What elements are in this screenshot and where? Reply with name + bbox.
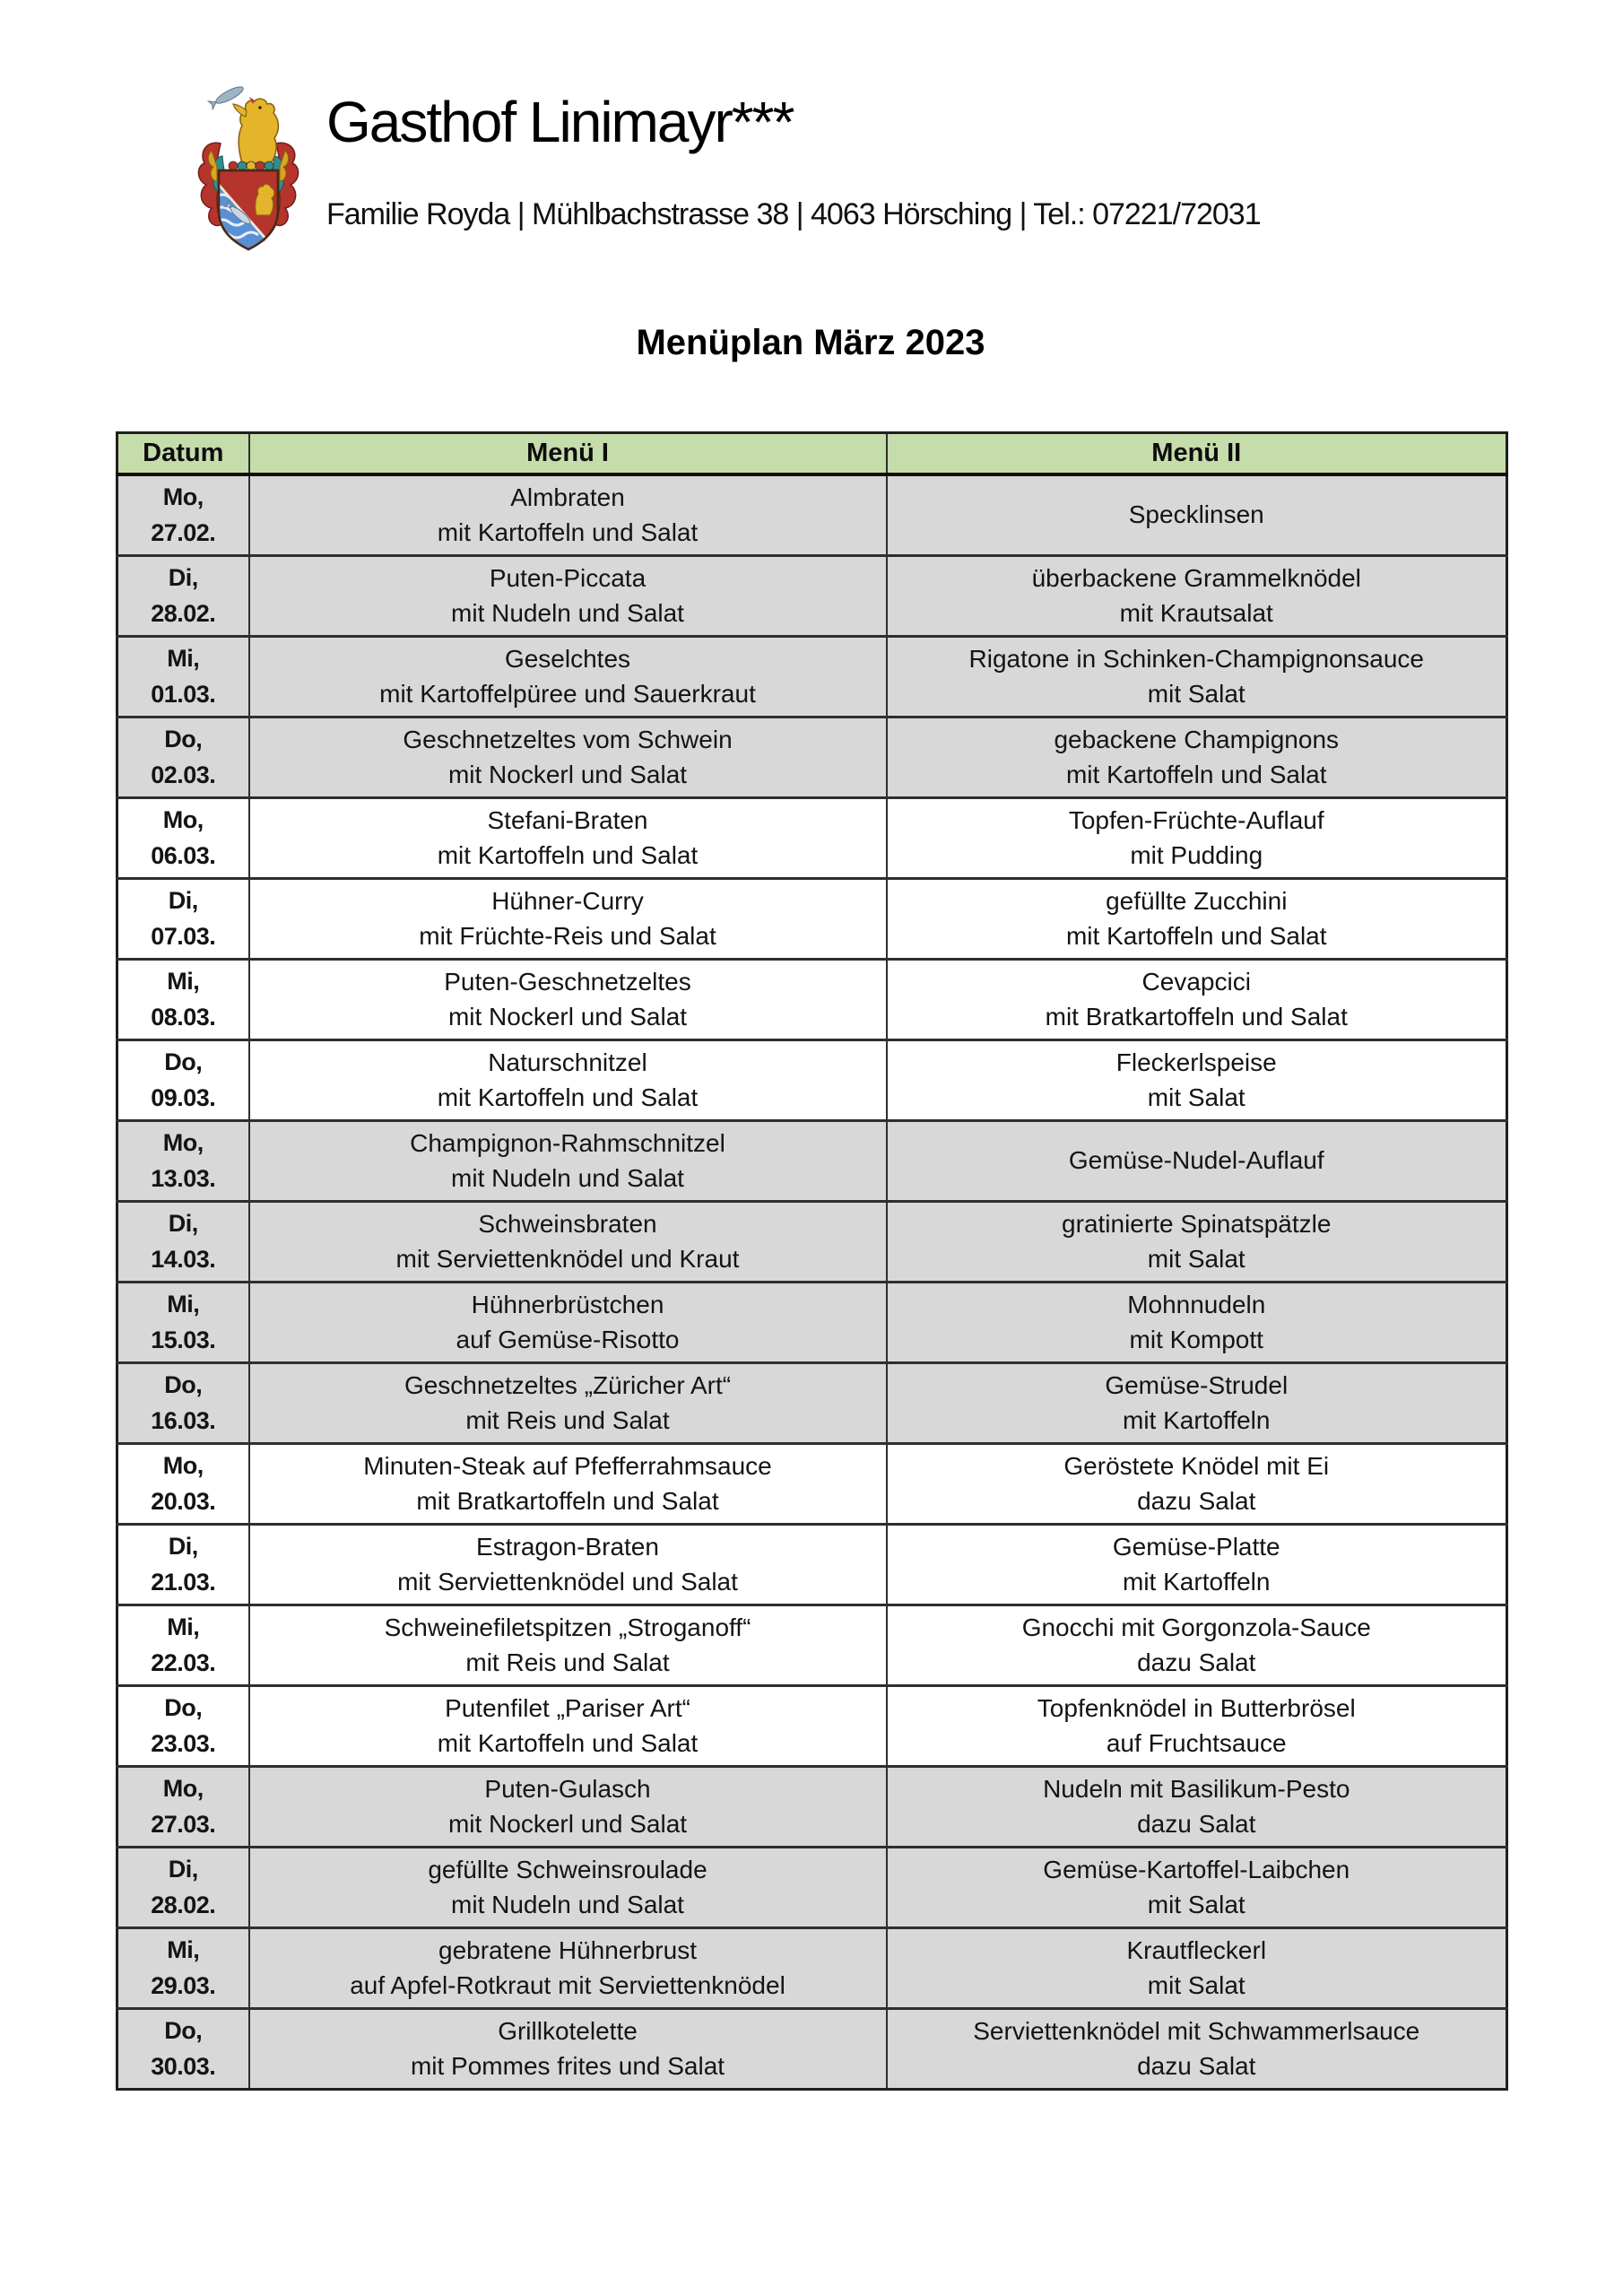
date-label: 30.03. — [151, 2052, 216, 2080]
date-label: 28.02. — [151, 1891, 216, 1918]
menu-item-line: dazu Salat — [1137, 2052, 1256, 2081]
date-cell — [117, 474, 249, 556]
menu1-cell — [249, 636, 887, 717]
table-row — [117, 1847, 1507, 1927]
menu-item-line: Schweinsbraten — [478, 1209, 657, 1238]
menu-item-line: dazu Salat — [1137, 1487, 1256, 1516]
document-title: Menüplan März 2023 — [636, 323, 985, 362]
date-cell — [117, 1685, 249, 1766]
date-label: 21.03. — [151, 1568, 216, 1596]
menu-item-line: Estragon-Braten — [476, 1532, 659, 1561]
menu-item-line: mit Kartoffeln und Salat — [1065, 761, 1327, 789]
hotel-name: Gasthof Linimayr*** — [326, 90, 794, 154]
weekday-label: Do, — [164, 1694, 203, 1722]
menu2-cell — [887, 878, 1507, 959]
brand-header — [190, 81, 1261, 256]
menu1-cell — [249, 1282, 887, 1362]
menu-item-line: Nudeln mit Basilikum-Pesto — [1043, 1774, 1350, 1803]
menu-item-line: Specklinsen — [1128, 500, 1264, 529]
menu-item-line: Champignon-Rahmschnitzel — [410, 1128, 725, 1157]
date-cell — [117, 1524, 249, 1605]
table-row — [117, 2008, 1507, 2089]
table-row — [117, 1927, 1507, 2008]
menu-item-line: Gemüse-Strudel — [1105, 1370, 1289, 1399]
weekday-label: Mo, — [162, 1775, 204, 1803]
menu1-cell — [249, 1120, 887, 1201]
menu-item-line: Almbraten — [510, 483, 625, 511]
column-header-menu1: Menü I — [249, 433, 887, 474]
table-row — [117, 1685, 1507, 1766]
menu-item-line: Putenfilet „Pariser Art“ — [445, 1693, 690, 1722]
menu-item-line: Geröstete Knödel mit Ei — [1063, 1451, 1330, 1480]
menu2-cell — [887, 474, 1507, 556]
menu1-cell — [249, 1362, 887, 1443]
date-label: 27.03. — [151, 1810, 216, 1838]
menu-item-line: gefüllte Zucchini — [1106, 886, 1288, 915]
table-row — [117, 1605, 1507, 1685]
date-cell — [117, 1201, 249, 1282]
menu-item-line: Hühner-Curry — [491, 886, 644, 915]
column-header-datum: Datum — [117, 433, 249, 474]
date-cell — [117, 1766, 249, 1847]
menu2-cell — [887, 1847, 1507, 1927]
weekday-label: Do, — [164, 1371, 203, 1399]
menu-item-line: mit Reis und Salat — [465, 1406, 670, 1435]
table-row — [117, 1766, 1507, 1847]
menu-item-line: mit Bratkartoffeln und Salat — [416, 1487, 719, 1516]
menu2-cell — [887, 797, 1507, 878]
menu-item-line: Schweinefiletspitzen „Stroganoff“ — [384, 1613, 751, 1641]
menu-item-line: auf Apfel-Rotkraut mit Serviettenknödel — [350, 1971, 785, 2000]
weekday-label: Mi, — [167, 1613, 200, 1641]
brand-text — [326, 81, 1261, 232]
menu-item-line: mit Kompott — [1129, 1326, 1263, 1354]
column-header-menu2: Menü II — [887, 433, 1507, 474]
menu-item-line: Cevapcici — [1141, 967, 1251, 996]
menu-item-line: Geschnetzeltes „Züricher Art“ — [404, 1370, 732, 1399]
date-cell — [117, 1120, 249, 1201]
menu2-cell — [887, 1524, 1507, 1605]
menu-item-line: gratinierte Spinatspätzle — [1062, 1209, 1332, 1238]
menu-item-line: Puten-Geschnetzeltes — [444, 967, 691, 996]
table-row — [117, 717, 1507, 797]
menu2-cell — [887, 555, 1507, 636]
menu-item-line: mit Bratkartoffeln und Salat — [1045, 1003, 1348, 1031]
date-label: 09.03. — [151, 1083, 216, 1111]
weekday-label: Mo, — [162, 806, 204, 834]
menu-item-line: Minuten-Steak auf Pfefferrahmsauce — [363, 1451, 772, 1480]
date-label: 22.03. — [151, 1648, 216, 1676]
menu-item-line: Stefani-Braten — [487, 805, 648, 834]
menu1-cell — [249, 797, 887, 878]
date-label: 29.03. — [151, 1971, 216, 1999]
date-cell — [117, 1927, 249, 2008]
menu1-cell — [249, 1847, 887, 1927]
menu1-cell — [249, 1927, 887, 2008]
weekday-label: Mo, — [162, 483, 204, 511]
menu-item-line: Serviettenknödel mit Schwammerlsauce — [973, 2016, 1420, 2045]
table-row — [117, 878, 1507, 959]
date-label: 01.03. — [151, 680, 216, 708]
menu-item-line: mit Kartoffeln — [1123, 1568, 1271, 1596]
menu1-cell — [249, 2008, 887, 2089]
menu-item-line: mit Kartoffeln und Salat — [437, 518, 699, 547]
menu-item-line: mit Kartoffeln und Salat — [437, 1729, 699, 1758]
menu-item-line: Rigatone in Schinken-Champignonsauce — [968, 644, 1424, 673]
weekday-label: Mi, — [167, 645, 200, 673]
menu-item-line: mit Kartoffeln — [1123, 1406, 1271, 1435]
menu-item-line: Gnocchi mit Gorgonzola-Sauce — [1021, 1613, 1371, 1641]
menu2-cell — [887, 1443, 1507, 1524]
date-label: 28.02. — [151, 599, 216, 627]
table-row — [117, 555, 1507, 636]
menu-item-line: mit Nudeln und Salat — [451, 599, 684, 628]
menu-item-line: überbackene Grammelknödel — [1031, 563, 1361, 592]
menu2-cell — [887, 1685, 1507, 1766]
menu-item-line: mit Nockerl und Salat — [447, 1003, 688, 1031]
menu2-cell — [887, 636, 1507, 717]
menu-item-line: Gemüse-Kartoffel-Laibchen — [1043, 1855, 1350, 1883]
menu-item-line: mit Salat — [1147, 1891, 1245, 1919]
date-label: 16.03. — [151, 1406, 216, 1434]
table-row — [117, 1524, 1507, 1605]
date-cell — [117, 878, 249, 959]
date-cell — [117, 1039, 249, 1120]
table-row — [117, 1443, 1507, 1524]
date-label: 27.02. — [151, 518, 216, 546]
menu-table — [116, 431, 1508, 2091]
date-label: 15.03. — [151, 1326, 216, 1353]
menu1-cell — [249, 1443, 887, 1524]
weekday-label: Di, — [168, 1856, 198, 1883]
menu-item-line: Fleckerlspeise — [1115, 1048, 1277, 1076]
menu2-cell — [887, 1201, 1507, 1282]
menu1-cell — [249, 959, 887, 1039]
menu-table-body — [117, 474, 1507, 2090]
menu1-cell — [249, 474, 887, 556]
menu2-cell — [887, 1282, 1507, 1362]
menu-item-line: mit Serviettenknödel und Kraut — [395, 1245, 740, 1274]
menu-item-line: mit Salat — [1147, 1971, 1245, 2000]
menu1-cell — [249, 717, 887, 797]
menu-item-line: Mohnnudeln — [1127, 1290, 1266, 1318]
table-row — [117, 636, 1507, 717]
menu1-cell — [249, 1685, 887, 1766]
weekday-label: Mi, — [167, 968, 200, 996]
menu-item-line: mit Salat — [1147, 680, 1245, 709]
date-label: 08.03. — [151, 1003, 216, 1031]
date-label: 07.03. — [151, 922, 216, 950]
menu2-cell — [887, 1605, 1507, 1685]
menu-item-line: mit Nockerl und Salat — [447, 1810, 688, 1839]
date-cell — [117, 1443, 249, 1524]
table-row — [117, 797, 1507, 878]
menu-item-line: Topfenknödel in Butterbrösel — [1037, 1693, 1356, 1722]
menu2-cell — [887, 1766, 1507, 1847]
menu-item-line: mit Nockerl und Salat — [447, 761, 688, 789]
menu1-cell — [249, 555, 887, 636]
table-row — [117, 1201, 1507, 1282]
date-label: 23.03. — [151, 1729, 216, 1757]
menu1-cell — [249, 878, 887, 959]
menu2-cell — [887, 2008, 1507, 2089]
date-label: 02.03. — [151, 761, 216, 788]
weekday-label: Di, — [168, 1533, 198, 1561]
menu2-cell — [887, 1927, 1507, 2008]
menu-item-line: mit Reis und Salat — [465, 1648, 670, 1677]
menu-item-line: Puten-Gulasch — [484, 1774, 651, 1803]
menu-item-line: mit Nudeln und Salat — [451, 1164, 684, 1193]
table-row — [117, 1282, 1507, 1362]
date-label: 20.03. — [151, 1487, 216, 1515]
table-row — [117, 474, 1507, 556]
menu-item-line: Topfen-Früchte-Auflauf — [1068, 805, 1324, 834]
menu-item-line: Krautfleckerl — [1126, 1935, 1267, 1964]
menu1-cell — [249, 1201, 887, 1282]
weekday-label: Mi, — [167, 1936, 200, 1964]
table-row — [117, 1120, 1507, 1201]
menu-item-line: gebackene Champignons — [1054, 725, 1340, 753]
menu-item-line: Geselchtes — [504, 644, 631, 673]
menu-item-line: mit Kartoffeln und Salat — [437, 1083, 699, 1112]
date-cell — [117, 1847, 249, 1927]
menu-item-line: dazu Salat — [1137, 1648, 1256, 1677]
menu-item-line: mit Salat — [1147, 1245, 1245, 1274]
date-cell — [117, 1282, 249, 1362]
menu-item-line: mit Pudding — [1130, 841, 1263, 870]
weekday-label: Do, — [164, 726, 203, 753]
date-cell — [117, 717, 249, 797]
menu-item-line: Puten-Piccata — [489, 563, 647, 592]
date-label: 14.03. — [151, 1245, 216, 1273]
menu-item-line: gefüllte Schweinsroulade — [428, 1855, 707, 1883]
menu-item-line: auf Gemüse-Risotto — [456, 1326, 680, 1354]
date-cell — [117, 1362, 249, 1443]
date-cell — [117, 797, 249, 878]
date-label: 06.03. — [151, 841, 216, 869]
menu-item-line: dazu Salat — [1137, 1810, 1256, 1839]
menu-item-line: mit Pommes frites und Salat — [410, 2052, 725, 2081]
weekday-label: Do, — [164, 2017, 203, 2045]
date-cell — [117, 2008, 249, 2089]
menu-item-line: Gemüse-Nudel-Auflauf — [1068, 1146, 1324, 1175]
menu-item-line: Grillkotelette — [498, 2016, 638, 2045]
weekday-label: Mo, — [162, 1129, 204, 1157]
menu1-cell — [249, 1605, 887, 1685]
weekday-label: Mi, — [167, 1291, 200, 1318]
coat-of-arms-logo — [190, 81, 307, 256]
date-cell — [117, 555, 249, 636]
menu-item-line: mit Nudeln und Salat — [451, 1891, 684, 1919]
weekday-label: Di, — [168, 887, 198, 915]
weekday-label: Di, — [168, 564, 198, 592]
table-header-row — [117, 433, 1507, 474]
menu-item-line: mit Serviettenknödel und Salat — [397, 1568, 738, 1596]
menu-item-line: Naturschnitzel — [488, 1048, 647, 1076]
date-cell — [117, 636, 249, 717]
menu-item-line: mit Krautsalat — [1119, 599, 1273, 628]
weekday-label: Di, — [168, 1210, 198, 1238]
menu2-cell — [887, 959, 1507, 1039]
menu-item-line: mit Früchte-Reis und Salat — [419, 922, 716, 951]
menu1-cell — [249, 1524, 887, 1605]
menu1-cell — [249, 1766, 887, 1847]
menu-item-line: mit Kartoffeln und Salat — [437, 841, 699, 870]
menu2-cell — [887, 1120, 1507, 1201]
menu-item-line: mit Salat — [1147, 1083, 1245, 1112]
menu-item-line: mit Kartoffeln und Salat — [1065, 922, 1327, 951]
date-label: 13.03. — [151, 1164, 216, 1192]
weekday-label: Do, — [164, 1048, 203, 1076]
menu-item-line: mit Kartoffelpüree und Sauerkraut — [379, 680, 756, 709]
menu2-cell — [887, 1362, 1507, 1443]
table-row — [117, 1039, 1507, 1120]
date-cell — [117, 1605, 249, 1685]
menu1-cell — [249, 1039, 887, 1120]
menu2-cell — [887, 717, 1507, 797]
menu-item-line: Hühnerbrüstchen — [471, 1290, 664, 1318]
table-row — [117, 1362, 1507, 1443]
menu2-cell — [887, 1039, 1507, 1120]
menu-item-line: auf Fruchtsauce — [1106, 1729, 1287, 1758]
table-row — [117, 959, 1507, 1039]
menu-item-line: Gemüse-Platte — [1112, 1532, 1280, 1561]
contact-line: Familie Royda | Mühlbachstrasse 38 | 4063 Hörsching | Tel.: 07221/72031 — [326, 197, 1261, 231]
menu-item-line: Geschnetzeltes vom Schwein — [403, 725, 733, 753]
date-cell — [117, 959, 249, 1039]
weekday-label: Mo, — [162, 1452, 204, 1480]
menu-item-line: gebratene Hühnerbrust — [438, 1935, 697, 1964]
